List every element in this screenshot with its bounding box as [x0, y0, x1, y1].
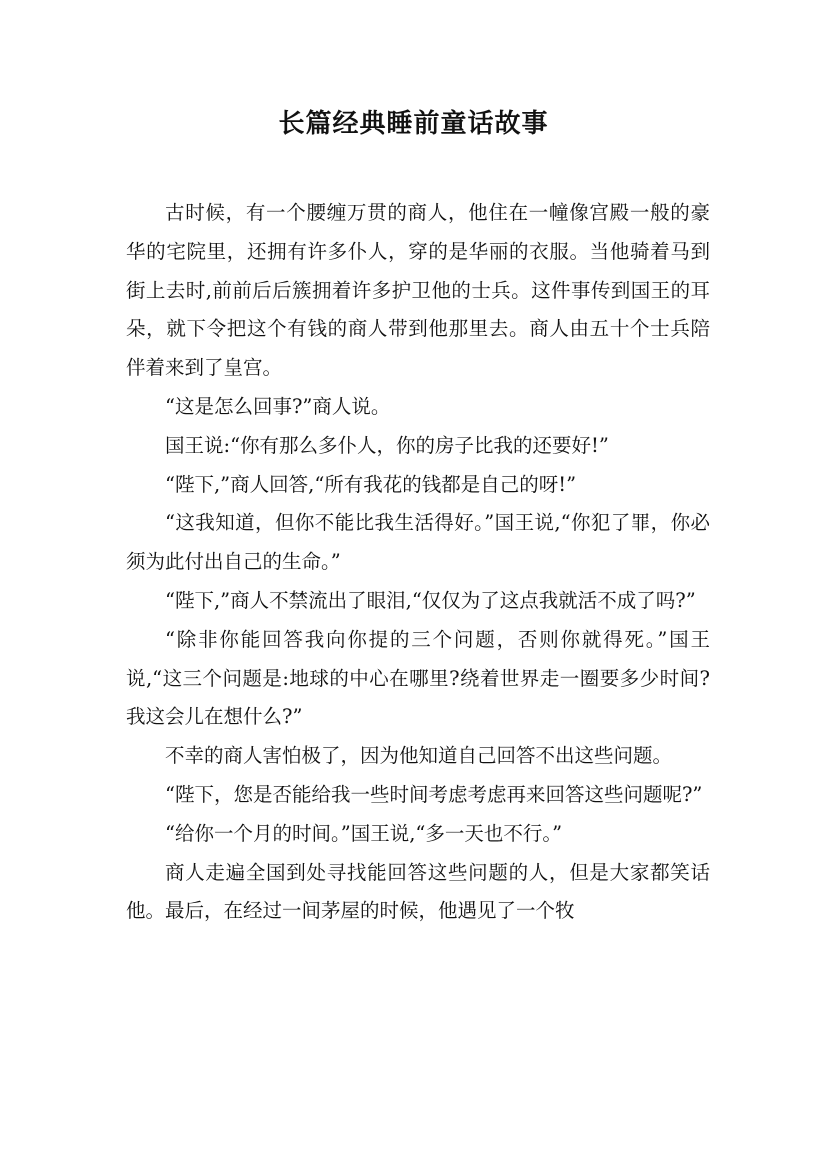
paragraph: “陛下,”商人回答,“所有我花的钱都是自己的呀!”	[165, 472, 577, 496]
paragraph: 国王说:“你有那么多仆人，你的房子比我的还要好!”	[165, 433, 609, 457]
paragraph: 古时候，有一个腰缠万贯的商人，他住在一幢像宫殿一般的豪华的宅院里，还拥有许多仆人，穿的是华丽的衣服。当他骑着马到街上去时,前前后后簇拥着许多护卫他的士兵。这件事传到国王的耳朵，就下令把这个有钱的商人带到他那里去。商人由五十个士兵陪伴着来到了皇宫。	[126, 201, 710, 380]
paragraph: “陛下，您是否能给我一些时间考虑考虑再来回答这些问题呢?”	[165, 782, 703, 806]
paragraph: “陛下,”商人不禁流出了眼泪,“仅仅为了这点我就活不成了吗?”	[165, 588, 696, 612]
paragraph: “给你一个月的时间。”国王说,“多一天也不行。”	[165, 821, 563, 845]
paragraph: 商人走遍全国到处寻找能回答这些问题的人，但是大家都笑话他。最后，在经过一间茅屋的时候，他遇见了一个牧	[126, 860, 710, 923]
paragraph: 不幸的商人害怕极了，因为他知道自己回答不出这些问题。	[165, 744, 673, 768]
document-title: 长篇经典睡前童话故事	[278, 109, 549, 139]
document-body	[126, 194, 710, 931]
paragraph: “这是怎么回事?”商人说。	[165, 394, 391, 418]
paragraph: “这我知道，但你不能比我生活得好。”国王说,“你犯了罪，你必须为此付出自己的生命。”	[126, 511, 710, 574]
paragraph: “除非你能回答我向你提的三个问题，否则你就得死。”国王说,“这三个问题是:地球的中心在哪里?绕着世界走一圈要多少时间?我这会儿在想什么?”	[126, 627, 710, 729]
